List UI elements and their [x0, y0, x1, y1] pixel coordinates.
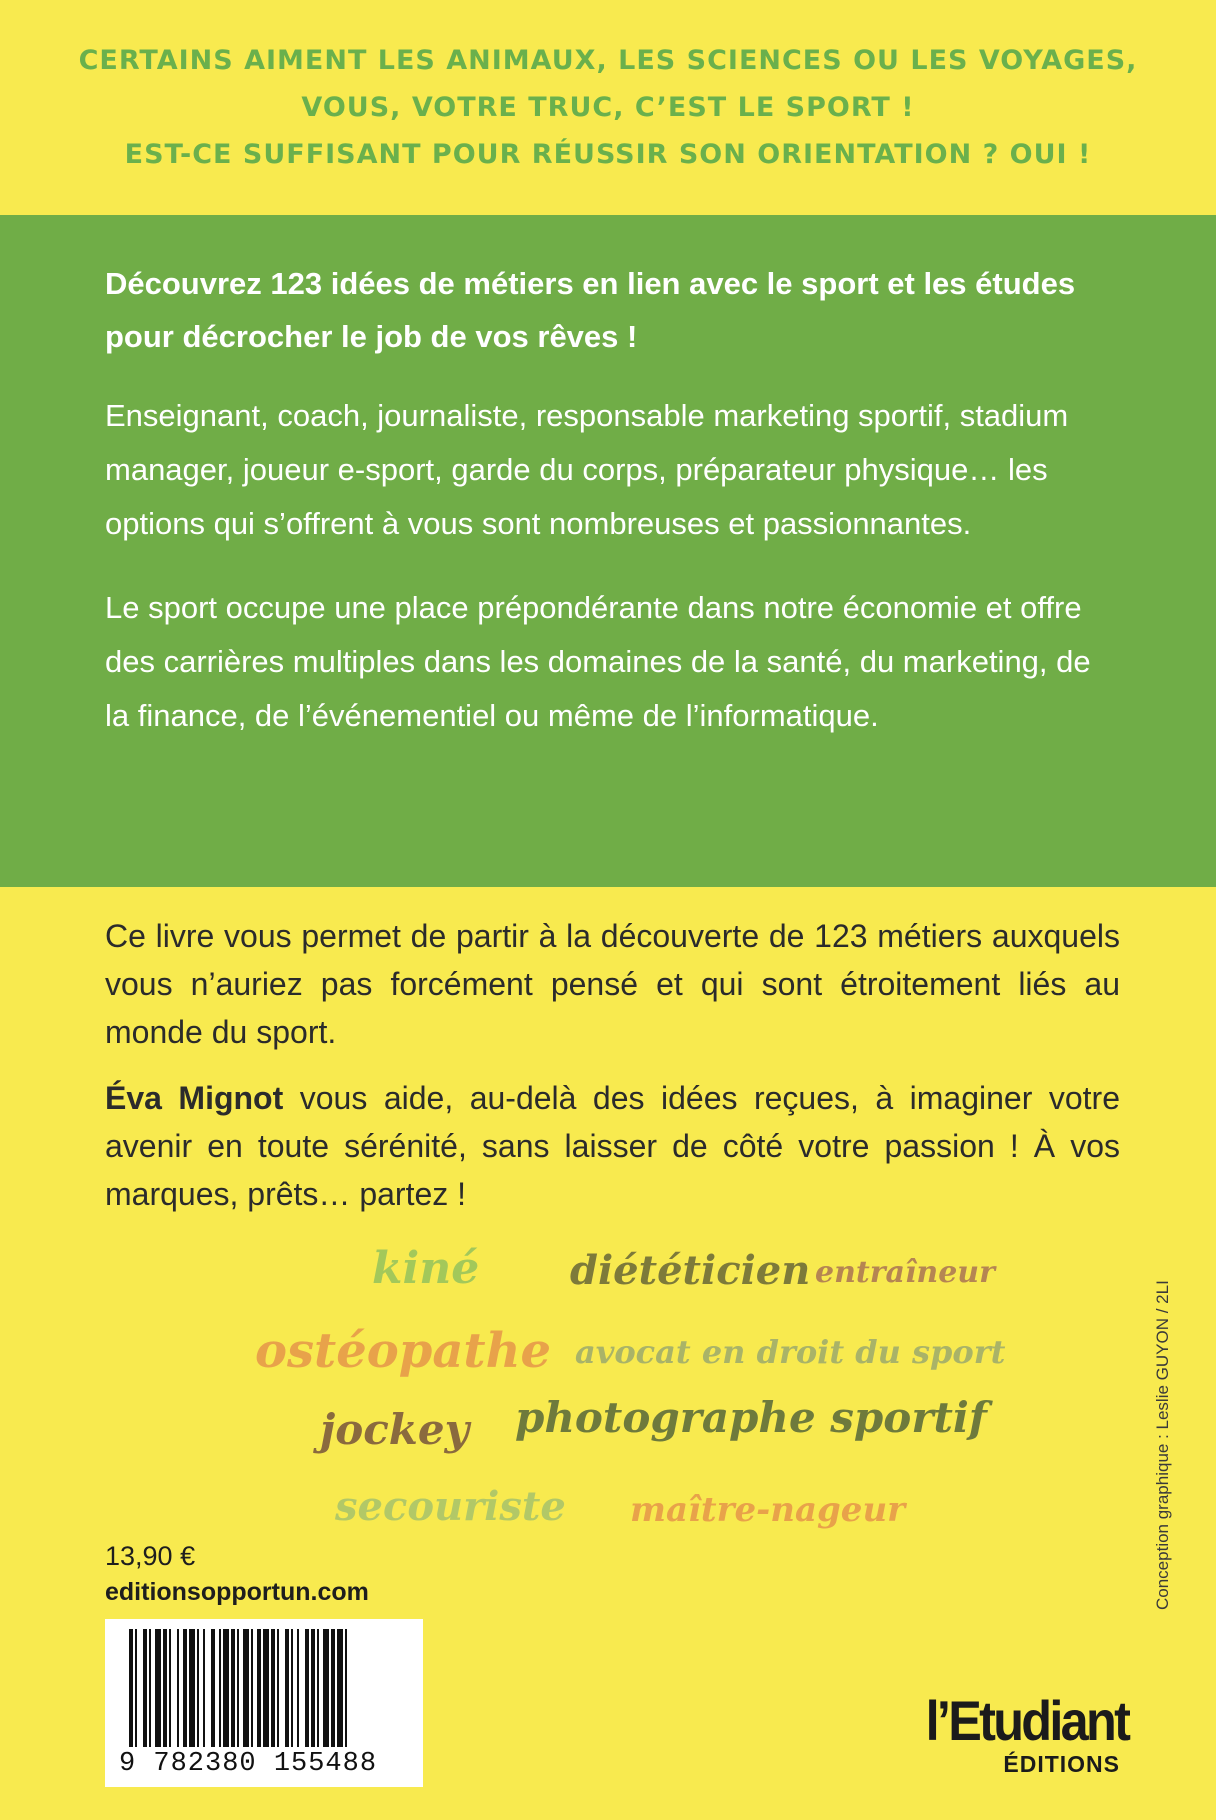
- author-name: Éva Mignot: [105, 1080, 284, 1116]
- word-jockey: jockey: [320, 1405, 470, 1454]
- summary-text: [105, 257, 1120, 773]
- barcode-bar: [237, 1629, 239, 1747]
- word-kine: kiné: [372, 1243, 480, 1294]
- barcode-bar: [311, 1629, 315, 1747]
- word-secouriste: secouriste: [335, 1483, 566, 1530]
- publisher-logo: [904, 1689, 1129, 1793]
- barcode-bar: [155, 1629, 161, 1747]
- barcode-bar: [285, 1629, 289, 1747]
- word-entraineur: entraîneur: [815, 1255, 995, 1290]
- isbn-barcode: [105, 1619, 423, 1787]
- barcode-bar: [129, 1629, 133, 1747]
- barcode-bar: [291, 1629, 293, 1747]
- barcode-bar: [323, 1629, 329, 1747]
- barcode-bar: [223, 1629, 229, 1747]
- barcode-bar: [337, 1629, 343, 1747]
- barcode-bar: [231, 1629, 235, 1747]
- jobs-paragraph: Enseignant, coach, journaliste, responsable marketing sportif, stadium manager, joueur e-sport, garde du corps, préparateur physique… les options qui s’offrent à vous sont nombreuses et passionnantes.: [105, 398, 1069, 541]
- barcode-bar: [257, 1629, 261, 1747]
- barcode-bar: [143, 1629, 147, 1747]
- barcode-bar: [331, 1629, 335, 1747]
- barcode-bar: [271, 1629, 275, 1747]
- word-dieteticien: diététicien: [570, 1247, 811, 1294]
- economy-paragraph: Le sport occupe une place prépondérante dans notre économie et offre des carrières multiples dans les domaines de la santé, du marketing, de la finance, de l’événementiel ou même de l’informatique.: [105, 590, 1091, 733]
- barcode-bar: [211, 1629, 215, 1747]
- summary-band: [0, 215, 1216, 887]
- barcode-bar: [135, 1629, 137, 1747]
- publisher-logo-sub: ÉDITIONS: [1003, 1751, 1120, 1777]
- barcode-bar: [317, 1629, 319, 1747]
- barcode-bar: [183, 1629, 187, 1747]
- barcode-bar: [251, 1629, 253, 1747]
- barcode-bar: [263, 1629, 269, 1747]
- author-paragraph: [105, 1074, 1120, 1218]
- barcode-bar: [149, 1629, 151, 1747]
- book-paragraph: Ce livre vous permet de partir à la découverte de 123 métiers auxquels vous n’auriez pas forcément pensé et qui sont étroitement liés au monde du sport.: [105, 918, 1120, 1050]
- author-paragraph-text: vous aide, au-delà des idées reçues, à imaginer votre avenir en toute sérénité, sans laisser de côté votre passion ! À vos marques, prêts… partez !: [105, 1080, 1121, 1212]
- barcode-bar: [203, 1629, 205, 1747]
- barcode-bar: [189, 1629, 195, 1747]
- lead-paragraph: Découvrez 123 idées de métiers en lien avec le sport et les études pour décrocher le job de vos rêves !: [105, 266, 1076, 354]
- barcode-bar: [197, 1629, 199, 1747]
- tagline-line-3: EST-CE SUFFISANT POUR RÉUSSIR SON ORIENTATION ? OUI !: [124, 139, 1092, 170]
- tagline-line-2: VOUS, VOTRE TRUC, C’EST LE SPORT !: [301, 92, 915, 123]
- word-maitre-nageur: maître-nageur: [630, 1490, 906, 1530]
- barcode-bar: [243, 1629, 249, 1747]
- publisher-website: editionsopportun.com: [105, 1578, 369, 1606]
- tagline-line-1: CERTAINS AIMENT LES ANIMAUX, LES SCIENCES OU LES VOYAGES,: [78, 45, 1138, 76]
- isbn-number: 9 782380 155488: [119, 1749, 378, 1779]
- barcode-bar: [177, 1629, 179, 1747]
- word-photographe-sportif: photographe sportif: [515, 1393, 987, 1442]
- barcode-bar: [169, 1629, 171, 1747]
- barcode-bar: [277, 1629, 279, 1747]
- tagline-band: [0, 0, 1216, 215]
- design-credit-text: Conception graphique : Leslie GUYON / 2LI: [1153, 1280, 1172, 1610]
- price-block: [105, 1538, 369, 1610]
- barcode-bar: [305, 1629, 309, 1747]
- price: 13,90 €: [105, 1541, 196, 1571]
- publisher-logo-name: l’Etudiant: [925, 1689, 1129, 1752]
- job-word-cloud: [0, 1225, 1216, 1545]
- word-avocat: avocat en droit du sport: [575, 1333, 1006, 1371]
- barcode-bar: [345, 1629, 347, 1747]
- barcode-bar: [297, 1629, 299, 1747]
- barcode-bar: [163, 1629, 167, 1747]
- barcode-bar: [219, 1629, 221, 1747]
- word-osteopathe: ostéopathe: [255, 1323, 552, 1379]
- book-description: [105, 912, 1120, 1236]
